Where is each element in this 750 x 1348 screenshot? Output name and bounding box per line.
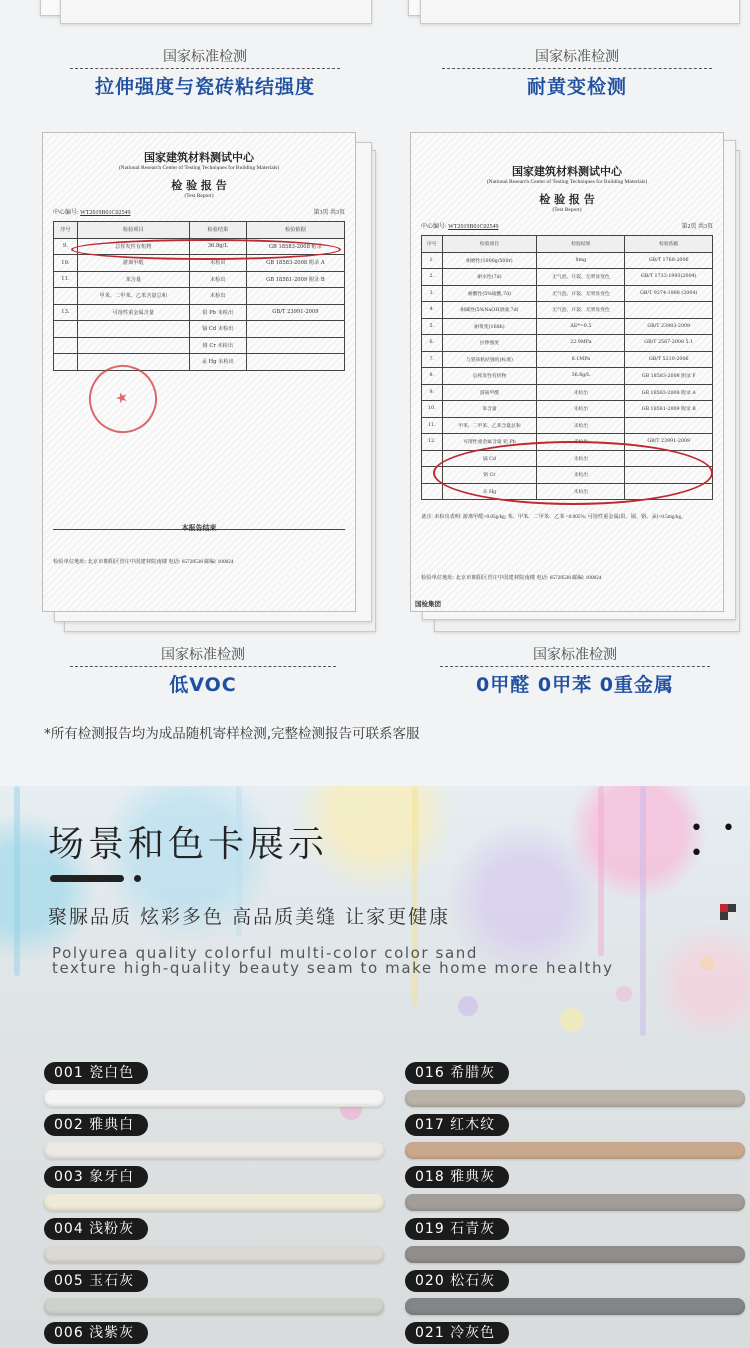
color-swatch[interactable]	[405, 1062, 745, 1084]
table-row	[422, 417, 713, 434]
swatch-label: 006 浅紫灰	[44, 1322, 148, 1344]
swatch-bar	[405, 1194, 745, 1211]
table-cell: 总挥发性有机物	[77, 238, 189, 255]
report-no	[53, 207, 131, 216]
table-cell	[54, 337, 78, 354]
table-cell: 13.	[54, 304, 78, 321]
table-cell: 9.	[422, 384, 443, 401]
table-cell: 4.	[422, 302, 443, 319]
report-center-name: 国家建筑材料测试中心	[512, 165, 622, 178]
paint-dot	[458, 996, 478, 1016]
table-cell: 可溶性重金属含量 铅 Pb	[442, 434, 537, 451]
caption-big: 低VOC	[169, 674, 237, 696]
table-cell: 3.	[422, 285, 443, 302]
table-cell: ΔE*=0.5	[537, 318, 625, 335]
table-cell: GB 18581-2009 附录 B	[246, 271, 344, 288]
color-flag-icon	[720, 904, 736, 920]
report-page: 第2页 共3页	[681, 224, 713, 230]
paint-dot	[700, 956, 714, 970]
table-cell: 甲苯、二甲苯、乙苯含量总和	[442, 417, 537, 434]
caption-small: 国家标准检测	[533, 647, 617, 663]
report-no-label: 中心编号:	[53, 210, 79, 216]
table-cell	[422, 483, 443, 500]
swatch-label: 020 松石灰	[405, 1270, 509, 1292]
table-cell	[246, 337, 344, 354]
section-slogan: 聚脲品质 炫彩多色 高品质美缝 让家更健康	[48, 906, 451, 928]
table-cell: GB 18583-2008 附录 A	[246, 255, 344, 272]
table-cell: GB/T 1733-1993(2004)	[625, 269, 713, 286]
table-cell: 未检出	[189, 271, 246, 288]
table-cell: 36.8g/L	[189, 238, 246, 255]
color-swatch[interactable]	[405, 1218, 745, 1240]
table-row	[54, 304, 345, 321]
table-cell: 汞 Hg 未检出	[189, 354, 246, 371]
color-swatch[interactable]	[44, 1322, 384, 1344]
swatch-label: 003 象牙白	[44, 1166, 148, 1188]
swatch-label: 021 冷灰色	[405, 1322, 509, 1344]
table-cell: 8.1MPa	[537, 351, 625, 368]
table-cell: 无气泡、开裂、无明显变色	[537, 285, 625, 302]
table-cell: GB 18583-2008 附录 A	[625, 384, 713, 401]
color-swatch[interactable]	[44, 1114, 384, 1136]
swatch-label: 001 瓷白色	[44, 1062, 148, 1084]
table-header-row	[54, 222, 345, 239]
table-cell: GB/T 5210-2006	[625, 351, 713, 368]
report-no-label: 中心编号:	[421, 224, 447, 230]
table-cell	[246, 288, 344, 305]
english-line: Polyurea quality colorful multi-color color sand	[52, 944, 478, 962]
table-row	[54, 288, 345, 305]
swatch-bar	[44, 1090, 384, 1107]
report-title-en: (Test Report)	[552, 207, 582, 213]
table-cell: 苯含量	[442, 401, 537, 418]
paint-dot	[560, 1008, 584, 1032]
caption-divider	[70, 666, 336, 667]
highlight-ellipse	[71, 239, 341, 260]
table-header: 检验项目	[77, 222, 189, 239]
table-header-row	[422, 236, 713, 253]
report-footer-mark: 国检集团	[415, 601, 441, 608]
report-page: 第3页 共3页	[313, 210, 345, 216]
table-row	[422, 318, 713, 335]
table-cell: GB 18583-2008 附录	[246, 238, 344, 255]
report-title: 检 验 报 告	[171, 179, 227, 192]
swatch-bar	[405, 1142, 745, 1159]
table-row	[422, 269, 713, 286]
table-cell: 11.	[422, 417, 443, 434]
swatch-label: 004 浅粉灰	[44, 1218, 148, 1240]
table-cell: GB 18583-2008 附录 F	[625, 368, 713, 385]
report-right-stack	[410, 132, 746, 632]
table-cell: 8.	[422, 368, 443, 385]
report-right-paper	[410, 132, 724, 612]
table-row	[422, 384, 713, 401]
table-cell: 10.	[54, 255, 78, 272]
swatch-label: 019 石青灰	[405, 1218, 509, 1240]
table-row	[54, 321, 345, 338]
caption-divider	[440, 666, 710, 667]
table-cell	[54, 321, 78, 338]
table-cell: 耐水性(7d)	[442, 269, 537, 286]
swatch-bar	[405, 1090, 745, 1107]
table-row	[422, 351, 713, 368]
caption-divider	[70, 68, 340, 69]
report-no	[421, 221, 499, 230]
paint-drip	[640, 786, 646, 1036]
section-english-subtitle	[52, 946, 614, 976]
caption-big: 拉伸强度与瓷砖粘结强度	[94, 76, 315, 98]
color-swatch[interactable]	[44, 1218, 384, 1240]
color-swatch[interactable]	[405, 1270, 745, 1292]
table-cell: 8mg	[537, 252, 625, 269]
table-header: 检验结果	[537, 236, 625, 253]
table-cell: 游离甲醛	[442, 384, 537, 401]
report-sheet-top-right-back	[420, 0, 740, 24]
table-cell	[625, 302, 713, 319]
title-underline-dot	[134, 875, 141, 882]
report-center-name-en: (National Research Center of Testing Techniques for Building Materials)	[486, 179, 648, 185]
swatch-bar	[405, 1246, 745, 1263]
table-cell: GB 18581-2009 附录 B	[625, 401, 713, 418]
table-cell	[77, 321, 189, 338]
table-cell: GB/T 2567-2008 5.1	[625, 335, 713, 352]
report-title: 检 验 报 告	[539, 193, 595, 206]
caption-big: 耐黄变检测	[526, 76, 627, 98]
color-card-section	[0, 786, 750, 1348]
swatch-label: 016 希腊灰	[405, 1062, 509, 1084]
table-cell: 可溶性重金属含量	[77, 304, 189, 321]
color-swatch[interactable]	[44, 1062, 384, 1084]
table-row	[422, 285, 713, 302]
table-cell: 未检出	[189, 288, 246, 305]
table-cell: 36.8g/L	[537, 368, 625, 385]
report-address: 检验单位地址: 北京市朝阳区管庄中国建材院南楼 电话: 65728538 邮编: 100024	[421, 575, 602, 581]
table-header: 检验依据	[246, 222, 344, 239]
table-cell: 铅 Pb 未检出	[189, 304, 246, 321]
table-cell	[54, 288, 78, 305]
table-header: 检验依据	[625, 236, 713, 253]
caption-yellowing	[442, 46, 712, 99]
caption-small: 国家标准检测	[535, 49, 619, 65]
caption-tensile	[70, 46, 340, 99]
table-cell: GB/T 23991-2009	[625, 434, 713, 451]
report-center-name: 国家建筑材料测试中心	[144, 151, 254, 164]
table-cell: 未检出	[189, 255, 246, 272]
table-row	[54, 337, 345, 354]
color-swatch[interactable]	[405, 1114, 745, 1136]
swatch-bar	[44, 1246, 384, 1263]
table-cell	[246, 354, 344, 371]
table-cell	[54, 354, 78, 371]
table-cell: 12.	[422, 434, 443, 451]
table-cell: 耐磨性(1000g/500r)	[442, 252, 537, 269]
table-cell: 无气泡、开裂、无明显变色	[537, 269, 625, 286]
table-cell: 汞 Hg	[442, 483, 537, 500]
color-swatch[interactable]	[405, 1166, 745, 1188]
report-remark: 备注: 未检出表明: 游离甲醛<0.05g/kg; 苯、甲苯、二甲苯、乙苯 <0.005%; 可溶性重金属(铅、镉、铬、汞)<0.5mg/kg。	[421, 514, 687, 520]
table-cell: 耐黄变(168h)	[442, 318, 537, 335]
table-cell: 耐碱性(5%NaOH溶液,7d)	[442, 302, 537, 319]
table-row	[422, 335, 713, 352]
swatch-label: 017 红木纹	[405, 1114, 509, 1136]
table-cell: 11.	[54, 271, 78, 288]
table-cell: 未检出	[537, 417, 625, 434]
caption-small: 国家标准检测	[161, 647, 245, 663]
report-end-note: 本报告结束	[181, 524, 217, 532]
table-cell: 未检出	[537, 401, 625, 418]
table-cell: 甲苯、二甲苯、乙苯含量总和	[77, 288, 189, 305]
swatch-label: 018 雅典灰	[405, 1166, 509, 1188]
table-cell: 6.	[422, 335, 443, 352]
table-cell: 无气泡、开裂、无明显变色	[537, 302, 625, 319]
swatch-label: 005 玉石灰	[44, 1270, 148, 1292]
english-line: texture high-quality beauty seam to make home more healthy	[52, 959, 614, 977]
table-cell: 22.9MPa	[537, 335, 625, 352]
table-row	[54, 354, 345, 371]
report-disclaimer: *所有检测报告均为成品随机寄样检测,完整检测报告可联系客服	[44, 726, 420, 742]
more-dots-icon[interactable]: • • •	[690, 816, 741, 866]
caption-divider	[442, 68, 712, 69]
caption-small: 国家标准检测	[163, 49, 247, 65]
table-header: 序号	[54, 222, 78, 239]
table-cell	[77, 337, 189, 354]
table-cell: 5.	[422, 318, 443, 335]
color-swatch[interactable]	[405, 1322, 745, 1344]
caption-big: 0甲醛 0甲苯 0重金属	[476, 674, 674, 696]
title-underline-bar	[50, 875, 124, 882]
table-cell	[625, 417, 713, 434]
table-row	[422, 302, 713, 319]
table-cell: 与瓷砖粘结强度(标准)	[442, 351, 537, 368]
table-cell: 1.	[422, 252, 443, 269]
table-cell: 未检出	[537, 483, 625, 500]
table-cell	[246, 321, 344, 338]
table-cell: 2.	[422, 269, 443, 286]
table-cell: 未检出	[537, 384, 625, 401]
color-swatch[interactable]	[44, 1270, 384, 1292]
table-cell: 9.	[54, 238, 78, 255]
table-cell: 镉 Cd	[442, 450, 537, 467]
report-no-value: WT2019B01C02549	[80, 210, 131, 216]
swatch-bar	[44, 1298, 384, 1315]
table-row	[54, 271, 345, 288]
paint-dot	[616, 986, 632, 1002]
section-title: 场景和色卡展示	[48, 824, 329, 865]
table-header: 检验结果	[189, 222, 246, 239]
swatch-label: 002 雅典白	[44, 1114, 148, 1136]
table-cell: GB/T 9274-1988 (2004)	[625, 285, 713, 302]
table-cell: 7.	[422, 351, 443, 368]
report-address: 检验单位地址: 北京市朝阳区管庄中国建材院南楼 电话: 65728538 邮编: 100024	[53, 559, 234, 565]
table-cell: 未检出	[537, 434, 625, 451]
report-title-en: (Test Report)	[184, 193, 214, 199]
report-left-stack	[42, 132, 382, 632]
swatch-bar	[405, 1298, 745, 1315]
table-cell: 未检出	[537, 467, 625, 484]
table-cell: 未检出	[537, 450, 625, 467]
table-header: 检验项目	[442, 236, 537, 253]
table-row	[422, 368, 713, 385]
caption-zero-toxins	[440, 644, 710, 697]
caption-low-voc	[70, 644, 336, 697]
highlight-ellipse	[433, 441, 713, 505]
paint-drip	[598, 786, 604, 956]
table-cell: GB/T 23991-2009	[246, 304, 344, 321]
table-cell: 拉伸强度	[442, 335, 537, 352]
table-cell: 苯含量	[77, 271, 189, 288]
table-cell: 镉 Cd 未检出	[189, 321, 246, 338]
table-cell: GB/T 23983-2009	[625, 318, 713, 335]
swatch-bar	[44, 1142, 384, 1159]
report-no-value: WT2019B01C02549	[448, 224, 499, 230]
paint-drip	[14, 786, 20, 976]
table-cell: 铬 Cr	[442, 467, 537, 484]
table-header: 序号	[422, 236, 443, 253]
table-cell: 总挥发性有机物	[442, 368, 537, 385]
table-cell: 铬 Cr 未检出	[189, 337, 246, 354]
table-cell: GB/T 1768-2006	[625, 252, 713, 269]
report-sheet-top-left-back	[60, 0, 372, 24]
report-center-name-en: (National Research Center of Testing Techniques for Building Materials)	[118, 165, 280, 171]
table-cell: 10.	[422, 401, 443, 418]
swatch-bar	[44, 1194, 384, 1211]
color-swatch[interactable]	[44, 1166, 384, 1188]
table-cell: 游离甲醛	[77, 255, 189, 272]
table-row	[422, 401, 713, 418]
table-cell: 耐酸性(5%硫酸,7d)	[442, 285, 537, 302]
table-row	[422, 252, 713, 269]
report-left-paper	[42, 132, 356, 612]
